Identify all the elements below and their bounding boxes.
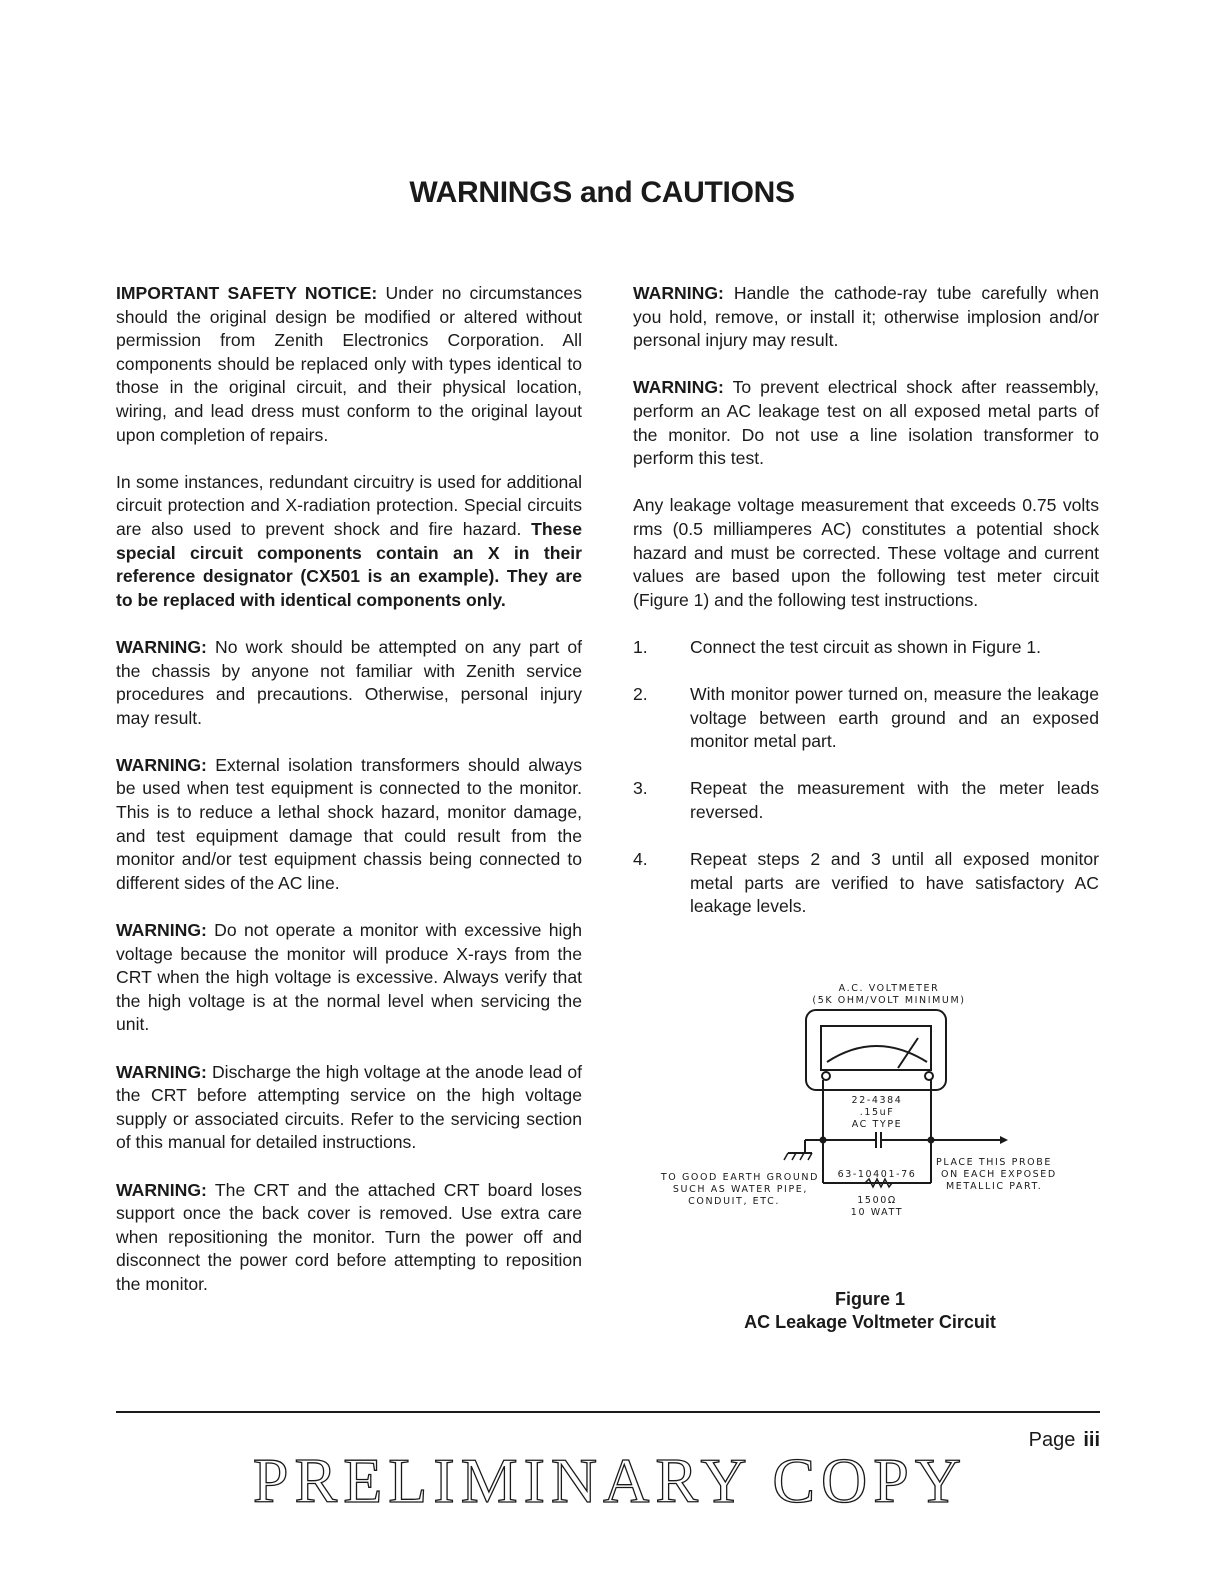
leakage-paragraph [633,494,1099,612]
left-column [116,282,582,1320]
leakage-text: Any leakage voltage measurement that exceeds 0.75 volts rms (0.5 milliamperes AC) constitutes a potential shock hazard and must be corrected. These voltage and current values are based upon the following test meter circuit (Figure 1) and the following test instructions. [633,495,1099,610]
page-title: WARNINGS and CAUTIONS [409,176,795,209]
ground-label-line-2: SUCH AS WATER PIPE, [672,1184,808,1195]
capacitor-type: AC TYPE [851,1119,903,1130]
preliminary-copy-watermark [230,1448,990,1514]
figure-caption [700,1288,1040,1334]
resistor-value: 1500Ω [857,1195,897,1206]
step-number: 1. [633,636,648,657]
warning-paragraph [116,636,582,730]
figure-caption-title: Figure 1 [834,1289,905,1309]
step-text: With monitor power turned on, measure the leakage voltage between earth ground and an exposed monitor metal part. [690,684,1099,752]
figure-caption-subtitle: AC Leakage Voltmeter Circuit [744,1312,996,1332]
capacitor-part-number: 22-4384 [851,1095,903,1106]
warning-paragraph [633,282,1099,353]
warning-label: WARNING: [633,283,724,303]
footer-rule [116,1411,1100,1413]
warning-text: Discharge the high voltage at the anode lead of the CRT before attempting service on the high voltage supply or associated circuits. Refer to the servicing section of this manual for detailed instructions. [116,1061,583,1153]
step-number: 2. [633,684,648,705]
warning-text: Handle the cathode-ray tube carefully when you hold, remove, or install it; otherwise implosion and/or personal injury may result. [633,283,1099,351]
meter-label-line-1: A.C. VOLTMETER [838,983,940,994]
voltmeter-dial-window [821,1026,931,1070]
warning-label: WARNING: [116,1179,207,1200]
special-circuits-bold-text: These special circuit components contain an X in their reference designator (CX501 is an example). They are to be replaced with identical components only. [116,518,583,610]
warning-text: No work should be attempted on any part of the chassis by anyone not familiar with Zenith service procedures and precautions. Otherwise, personal injury may result. [116,636,583,728]
watermark-text: PRELIMINARY COPY [252,1448,968,1514]
junction-dot [820,1137,827,1144]
warning-paragraph [116,1061,582,1155]
warning-text: Do not operate a monitor with excessive high voltage because the monitor will produce X-rays from the CRT when the high voltage is excessive. Always verify that the high voltage is at the normal level when servicing the unit. [116,920,582,1035]
special-circuits-paragraph [116,471,582,613]
warning-label: WARNING: [116,1061,207,1082]
ac-leakage-circuit-diagram [640,978,1080,1228]
step-number: 3. [633,778,648,799]
warning-paragraph [116,754,582,896]
warning-label: WARNING: [633,377,724,398]
meter-label-line-2: (5K OHM/VOLT MINIMUM) [812,995,966,1006]
list-item [633,777,1099,824]
warning-label: WARNING: [116,754,207,775]
test-steps-list [633,636,1099,919]
warning-text: External isolation transformers should always be used when test equipment is connected to the monitor. This is to reduce a lethal shock hazard, monitor damage, and test equipment damage that could result from the monitor and/or test equipment chassis being connected to different sides of the AC line. [116,754,583,893]
meter-terminal-right [925,1072,933,1080]
safety-notice-paragraph [116,282,582,447]
step-text: Repeat steps 2 and 3 until all exposed monitor metal parts are verified to have satisfactory AC leakage levels. [690,849,1099,917]
warning-text: To prevent electrical shock after reassembly, perform an AC leakage test on all exposed metal parts of the monitor. Do not use a line isolation transformer to perform this test. [633,377,1099,469]
warning-paragraph [116,919,582,1037]
ground-hatch [784,1153,812,1160]
page-label: Page [1028,1429,1076,1451]
step-text: Repeat the measurement with the meter leads reversed. [690,778,1099,823]
list-item [633,848,1099,919]
safety-notice-text: Under no circumstances should the original design be modified or altered without permission from Zenith Electronics Corporation. All components should be replaced only with types identical to those in the original circuit, and their physical location, wiring, and lead dress must conform to the original layout upon completion of repairs. [116,283,582,445]
voltmeter-needle [898,1038,918,1068]
step-text: Connect the test circuit as shown in Figure 1. [690,636,1042,657]
right-column [633,282,1099,943]
special-circuits-text: In some instances, redundant circuitry is used for additional circuit protection and X-radiation protection. Special circuits are also used to prevent shock and fire hazard. [116,471,582,539]
probe-label-line-3: METALLIC PART. [946,1181,1043,1192]
warning-paragraph [633,376,1099,470]
ground-label-line-1: TO GOOD EARTH GROUND [660,1172,819,1183]
ground-label-line-3: CONDUIT, ETC. [688,1196,780,1207]
capacitor-value: .15uF [859,1107,895,1118]
warning-paragraph [116,1179,582,1297]
resistor-part-number: 63-10401-76 [837,1169,917,1180]
junction-dot [928,1137,935,1144]
safety-notice-label: IMPORTANT SAFETY NOTICE: [116,283,378,303]
warning-label: WARNING: [116,920,207,941]
list-item [633,636,1099,660]
probe-label-line-2: ON EACH EXPOSED [941,1169,1057,1180]
warning-label: WARNING: [116,636,207,657]
probe-arrow-icon [1000,1136,1008,1144]
meter-terminal-left [822,1072,830,1080]
warning-text: The CRT and the attached CRT board loses support once the back cover is removed. Use extra care when repositioning the monitor. Turn the power off and disconnect the power cord before attempting to reposition the monitor. [116,1179,582,1294]
resistor-wattage: 10 WATT [850,1207,904,1218]
page-number-value: iii [1083,1429,1100,1451]
probe-label-line-1: PLACE THIS PROBE [936,1157,1052,1168]
page-number [1029,1429,1100,1452]
step-number: 4. [633,849,648,870]
list-item [633,683,1099,754]
